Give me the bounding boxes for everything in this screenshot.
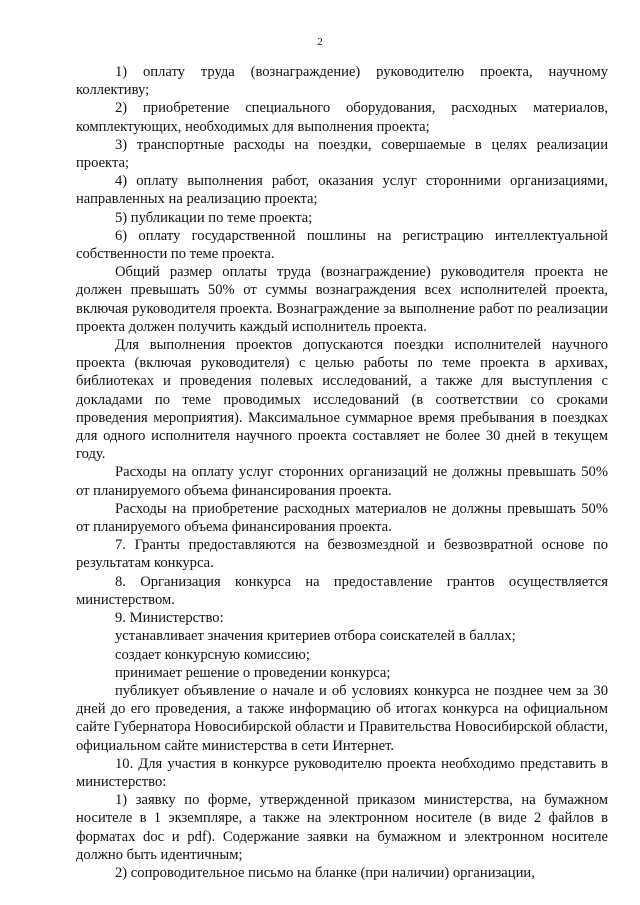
paragraph-ministry-publication: публикует объявление о начале и об условиях конкурса не позднее чем за 30 дней до его проведения, а также информацию об итогах конкурса на официальном сайте Губернатора Новосибирской области и Правительства Новосибирской области, официальном сайте министерства в сети Интернет. (76, 682, 608, 754)
paragraph-application-form: 1) заявку по форме, утвержденной приказом министерства, на бумажном носителе в 1 экземпляре, а также на электронном носителе (в виде 2 файлов в форматах doc и pdf). Содержание заявки на бумажном и электронном носителе должно быть идентичным; (76, 792, 608, 863)
paragraph-labor-limit: Общий размер оплаты труда (вознаграждение) руководителя проекта не должен превышать 50% от суммы вознаграждения всех исполнителей проекта, включая руководителя проекта. Вознаграждение за выполнение работ по реализации проекта должен получить каждый исполнитель проекта. (76, 264, 608, 335)
page-number: 2 (317, 36, 323, 48)
paragraph-cover-letter: 2) сопроводительное письмо на бланке (при наличии) организации, (115, 864, 535, 881)
paragraph-expense-labor: 1) оплату труда (вознаграждение) руководителю проекта, научному коллективу; (76, 64, 608, 99)
paragraph-expense-transport: 3) транспортные расходы на поездки, совершаемые в целях реализации проекта; (76, 136, 608, 172)
paragraph-clause-7: 7. Гранты предоставляются на безвозмездной и безвозвратной основе по результатам конкурса. (76, 537, 608, 572)
paragraph-expense-publications: 5) публикации по теме проекта; (115, 209, 313, 226)
paragraph-expense-state-fee: 6) оплату государственной пошлины на регистрацию интеллектуальной собственности по теме проекта. (76, 227, 608, 263)
paragraph-clause-9: 9. Министерство: (115, 610, 224, 627)
document-body (76, 63, 608, 882)
paragraph-clause-10: 10. Для участия в конкурсе руководителю проекта необходимо представить в министерство: (76, 755, 608, 790)
paragraph-expense-third-party: 4) оплату выполнения работ, оказания услуг сторонними организациями, направленных на реализацию проекта; (76, 173, 608, 208)
paragraph-expense-equipment: 2) приобретение специального оборудования, расходных материалов, комплектующих, необходимых для выполнения проекта; (76, 100, 608, 135)
paragraph-materials-limit: Расходы на приобретение расходных материалов не должны превышать 50% от планируемого объема финансирования проекта. (76, 500, 608, 536)
paragraph-ministry-decision: принимает решение о проведении конкурса; (115, 664, 391, 681)
paragraph-ministry-commission: создает конкурсную комиссию; (115, 646, 310, 663)
paragraph-clause-8: 8. Организация конкурса на предоставление грантов осуществляется министерством. (76, 573, 608, 608)
paragraph-trips: Для выполнения проектов допускаются поездки исполнителей научного проекта (включая руководителя) с целью работы по теме проекта в архивах, библиотеках и проведения полевых исследований, а также для выступления с докладами по теме проводимых исследований (в соответствии со сроками проведения мероприятия). Максимальное суммарное время пребывания в поездках для одного исполнителя научного проекта составляет не более 30 дней в текущем году. (76, 337, 608, 463)
paragraph-third-party-limit: Расходы на оплату услуг сторонних организаций не должны превышать 50% от планируемого объема финансирования проекта. (76, 464, 608, 499)
paragraph-ministry-criteria: устанавливает значения критериев отбора соискателей в баллах; (115, 628, 516, 645)
